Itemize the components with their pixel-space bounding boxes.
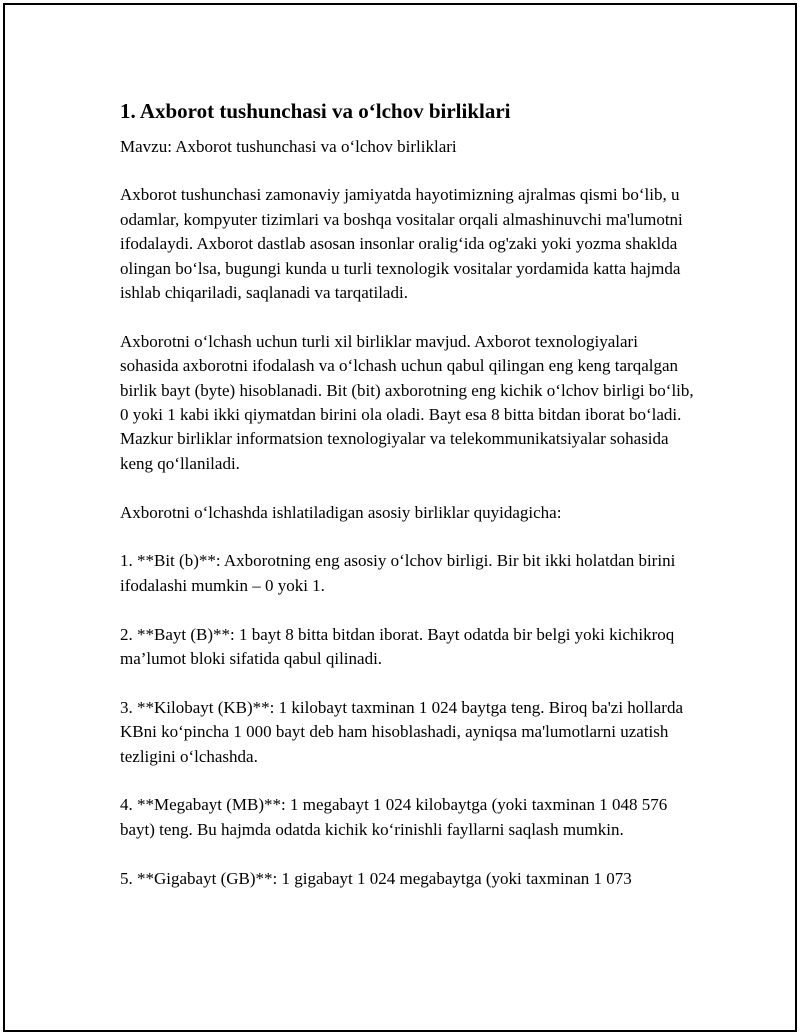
document-page — [3, 3, 797, 1032]
list-item-bit: 1. **Bit (b)**: Axborotning eng asosiy o‘lchov birligi. Bir bit ikki holatdan birini ifodalashi mumkin – 0 yoki 1. — [120, 551, 676, 595]
paragraph-intro: Axborot tushunchasi zamonaviy jamiyatda hayotimizning ajralmas qismi bo‘lib, u odamlar, kompyuter tizimlari va boshqa vositalar orqali almashinuvchi ma'lumotni ifodalaydi. Axborot dastlab asosan insonlar oralig‘ida og'zaki yoki yozma shaklda olingan bo‘lsa, bugungi kunda u turli texnologik vositalar yordamida katta hajmda ishlab chiqariladi, saqlanadi va tarqatiladi. — [120, 185, 683, 303]
document-content — [120, 97, 700, 915]
subject-line: Mavzu: Axborot tushunchasi va o‘lchov birliklari — [120, 137, 457, 156]
list-item-kilobyte: 3. **Kilobayt (KB)**: 1 kilobayt taxminan 1 024 baytga teng. Biroq ba'zi hollarda KBni ko‘pincha 1 000 bayt deb ham hisoblashadi, ayniqsa ma'lumotlarni uzatish tezligini o‘lchashda. — [120, 697, 684, 766]
paragraph-units-intro: Axborotni o‘lchashda ishlatiladigan asosiy birliklar quyidagicha: — [120, 502, 562, 522]
document-title: 1. Axborot tushunchasi va o‘lchov birliklari — [120, 99, 511, 123]
list-item-megabyte: 4. **Megabayt (MB)**: 1 megabayt 1 024 kilobaytga (yoki taxminan 1 048 576 bayt) teng. Bu hajmda odatda kichik ko‘rinishli fayllarni saqlash mumkin. — [120, 795, 668, 839]
list-item-byte: 2. **Bayt (B)**: 1 bayt 8 bitta bitdan iborat. Bayt odatda bir belgi yoki kichikroq ma’lumot bloki sifatida qabul qilinadi. — [120, 624, 675, 669]
paragraph-measurement: Axborotni o‘lchash uchun turli xil birliklar mavjud. Axborot texnologiyalari sohasida axborotni ifodalash va o‘lchash uchun qabul qilingan eng keng tarqalgan birlik bayt (byte) hisoblanadi. Bit (bit) axborotning eng kichik o‘lchov birligi bo‘lib, 0 yoki 1 kabi ikki qiymatdan birini ola oladi. Bayt esa 8 bitta bitdan iborat bo‘ladi. Mazkur birliklar informatsion texnologiyalar va telekommunikatsiyalar sohasida keng qo‘llaniladi. — [120, 331, 694, 473]
list-item-gigabyte: 5. **Gigabayt (GB)**: 1 gigabayt 1 024 megabaytga (yoki taxminan 1 073 — [120, 868, 632, 888]
